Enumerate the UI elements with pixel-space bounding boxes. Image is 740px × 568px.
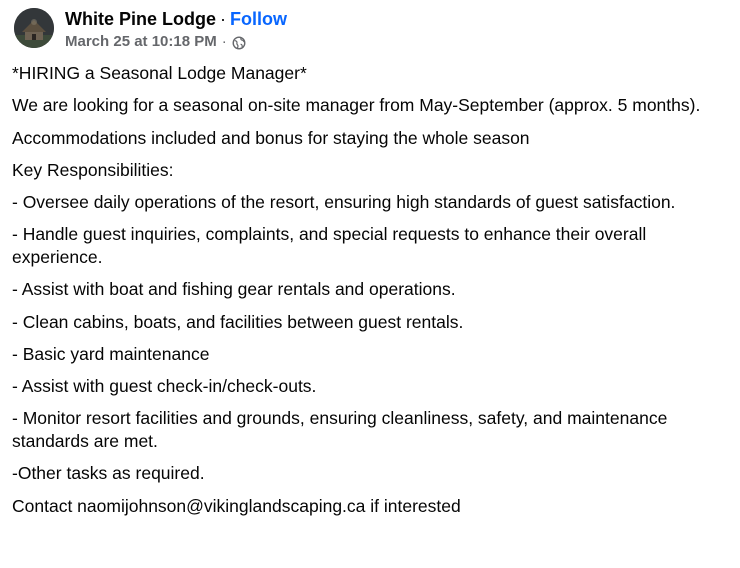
name-separator: · <box>220 9 226 29</box>
post-meta <box>65 8 287 53</box>
page-name-link[interactable]: White Pine Lodge <box>65 9 216 29</box>
post-line-responsibility: - Assist with boat and fishing gear rentals and operations. <box>12 279 456 300</box>
post-line-accommodations: Accommodations included and bonus for staying the whole season <box>12 127 530 148</box>
post-line-title: *HIRING a Seasonal Lodge Manager* <box>12 63 307 83</box>
post-line-responsibility: - Oversee daily operations of the resort, ensuring high standards of guest satisfaction. <box>12 192 676 213</box>
name-line <box>65 8 287 30</box>
post-line-responsibility: - Handle guest inquiries, complaints, and special requests to enhance their overall experience. <box>12 224 647 267</box>
time-line <box>65 31 287 53</box>
globe-icon[interactable] <box>232 35 246 49</box>
post-line-responsibilities-heading: Key Responsibilities: <box>12 159 174 180</box>
post-body <box>12 62 728 527</box>
follow-button[interactable]: Follow <box>230 9 287 29</box>
post-timestamp[interactable]: March 25 at 10:18 PM <box>65 33 217 50</box>
page-avatar[interactable] <box>14 8 54 48</box>
lodge-photo-icon <box>14 8 54 48</box>
time-separator: · <box>221 33 227 50</box>
post-line-intro: We are looking for a seasonal on-site manager from May-September (approx. 5 months). <box>12 95 701 116</box>
post-line-contact: Contact naomijohnson@vikinglandscaping.ca if interested <box>12 495 461 516</box>
post-line-responsibility: - Monitor resort facilities and grounds, ensuring cleanliness, safety, and maintenance standards are met. <box>12 408 668 451</box>
post-line-responsibility: - Basic yard maintenance <box>12 343 210 364</box>
post-line-responsibility: - Clean cabins, boats, and facilities between guest rentals. <box>12 311 464 332</box>
post-line-responsibility: - Assist with guest check-in/check-outs. <box>12 376 317 397</box>
post-header <box>14 8 287 53</box>
post-line-responsibility: -Other tasks as required. <box>12 463 205 484</box>
